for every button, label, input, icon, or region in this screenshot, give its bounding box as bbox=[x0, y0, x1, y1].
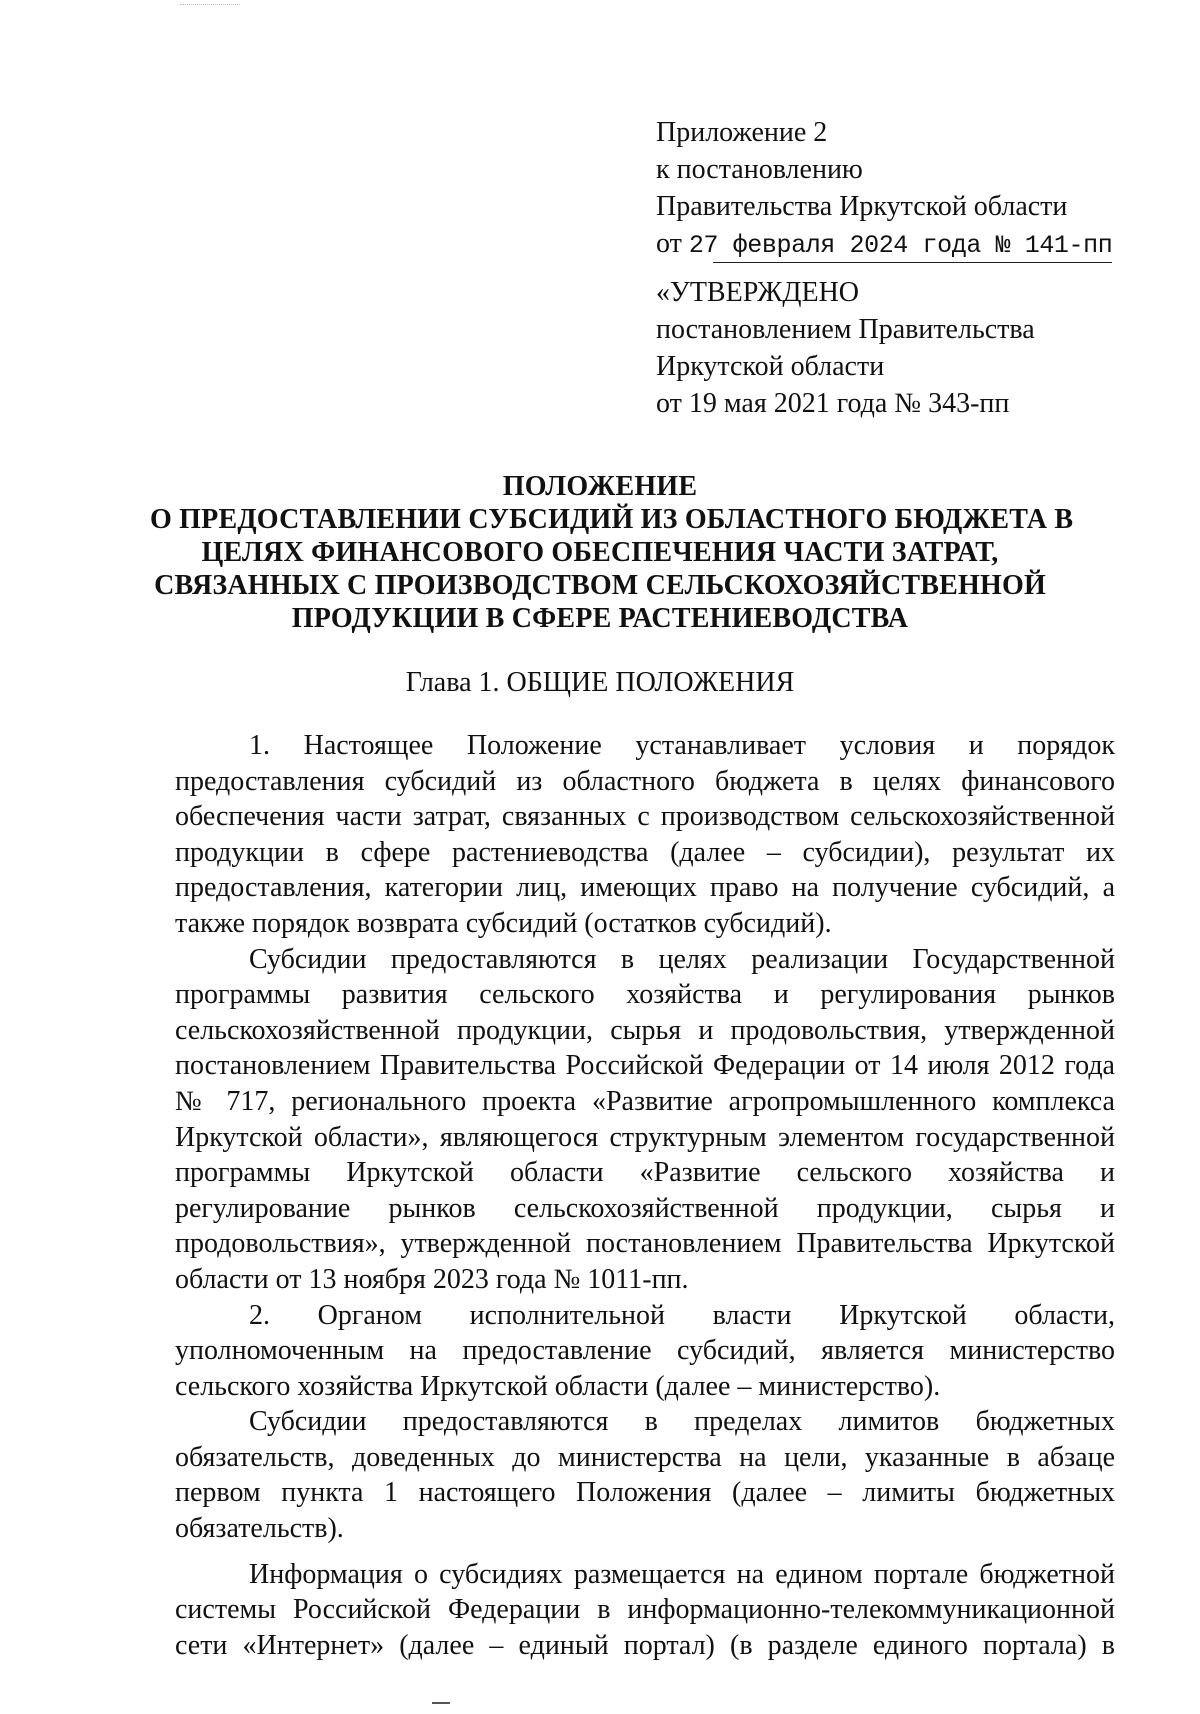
text-line: системы Российской Федерации в информационно-телекоммуникационной bbox=[175, 1594, 1115, 1626]
scan-artifact bbox=[432, 1702, 450, 1704]
text-line: предоставления субсидий из областного бюджета в целях финансового bbox=[175, 765, 1115, 797]
text-line: сельского хозяйства Иркутской области (далее – министерство). bbox=[175, 1370, 941, 1402]
appendix-order-line bbox=[656, 225, 1136, 264]
document-body bbox=[175, 728, 1115, 1663]
order-underline bbox=[713, 262, 1112, 263]
text-line: сети «Интернет» (далее – единый портал) (в разделе единого портала) в bbox=[175, 1629, 1115, 1661]
order-number bbox=[689, 225, 1112, 264]
order-prefix: от bbox=[656, 228, 689, 259]
text-line: программы развития сельского хозяйства и регулирования рынков bbox=[175, 979, 1115, 1011]
text-line: постановлением Правительства Российской Федерации от 14 июля 2012 года bbox=[175, 1050, 1115, 1082]
approval-region: Иркутской области bbox=[656, 351, 885, 382]
text-line: продовольствия», утвержденной постановлением Правительства Иркутской bbox=[175, 1228, 1115, 1260]
text-line: обязательств). bbox=[175, 1513, 344, 1545]
appendix-authority: Правительства Иркутской области bbox=[656, 191, 1068, 222]
title-line: О ПРЕДОСТАВЛЕНИИ СУБСИДИЙ ИЗ ОБЛАСТНОГО БЮДЖЕТА В bbox=[150, 504, 1074, 535]
text-line: регулирование рынков сельскохозяйственной продукции, сырья и bbox=[175, 1192, 1115, 1224]
text-line: программы Иркутской области «Развитие сельского хозяйства и bbox=[175, 1157, 1115, 1189]
approval-title: «УТВЕРЖДЕНО bbox=[656, 277, 860, 308]
text-line: Информация о субсидиях размещается на едином портале бюджетной bbox=[249, 1558, 1115, 1590]
text-line: предоставления, категории лиц, имеющих право на получение субсидий, а bbox=[175, 872, 1115, 904]
text-line: Субсидии предоставляются в пределах лимитов бюджетных bbox=[249, 1406, 1115, 1438]
text-line: области от 13 ноября 2023 года № 1011-пп. bbox=[175, 1263, 689, 1295]
text-line: 2. Органом исполнительной власти Иркутской области, bbox=[249, 1299, 1115, 1331]
appendix-header bbox=[656, 114, 1136, 264]
chapter-heading: Глава 1. ОБЩИЕ ПОЛОЖЕНИЯ bbox=[405, 667, 795, 698]
approval-date: от 19 мая 2021 года № 343-пп bbox=[656, 388, 1010, 419]
approval-stamp bbox=[656, 274, 1136, 422]
text-line: Субсидии предоставляются в целях реализации Государственной bbox=[249, 943, 1115, 975]
title-line: СВЯЗАННЫХ С ПРОИЗВОДСТВОМ СЕЛЬСКОХОЗЯЙСТВЕННОЙ bbox=[154, 570, 1046, 601]
title-line: ПРОДУКЦИИ В СФЕРЕ РАСТЕНИЕВОДСТВА bbox=[291, 603, 909, 634]
document-title bbox=[150, 470, 1074, 635]
appendix-ref: к постановлению bbox=[656, 154, 863, 185]
appendix-number: Приложение 2 bbox=[656, 117, 828, 148]
title-line: ПОЛОЖЕНИЕ bbox=[502, 471, 698, 502]
approval-by: постановлением Правительства bbox=[656, 314, 1035, 345]
text-line: № 717, регионального проекта «Развитие агропромышленного комплекса bbox=[175, 1085, 1115, 1117]
title-line: ЦЕЛЯХ ФИНАНСОВОГО ОБЕСПЕЧЕНИЯ ЧАСТИ ЗАТРАТ, bbox=[201, 537, 999, 568]
text-line: Иркутской области», являющегося структурным элементом государственной bbox=[175, 1121, 1115, 1153]
text-line: первом пункта 1 настоящего Положения (далее – лимиты бюджетных bbox=[175, 1477, 1115, 1509]
text-line: продукции в сфере растениеводства (далее – субсидии), результат их bbox=[175, 836, 1115, 868]
text-line: обязательств, доведенных до министерства на цели, указанные в абзаце bbox=[175, 1441, 1115, 1473]
order-number-text: 27 февраля 2024 года № 141-пп bbox=[688, 231, 1113, 260]
text-line: сельскохозяйственной продукции, сырья и продовольствия, утвержденной bbox=[175, 1014, 1115, 1046]
text-line: 1. Настоящее Положение устанавливает условия и порядок bbox=[249, 730, 1115, 761]
text-line: уполномоченным на предоставление субсидий, является министерство bbox=[175, 1335, 1115, 1367]
paragraph-gap bbox=[175, 1547, 1115, 1557]
text-line: обеспечения части затрат, связанных с производством сельскохозяйственной bbox=[175, 801, 1115, 833]
scan-artifact bbox=[180, 4, 240, 9]
text-line: также порядок возврата субсидий (остатков субсидий). bbox=[175, 907, 832, 939]
